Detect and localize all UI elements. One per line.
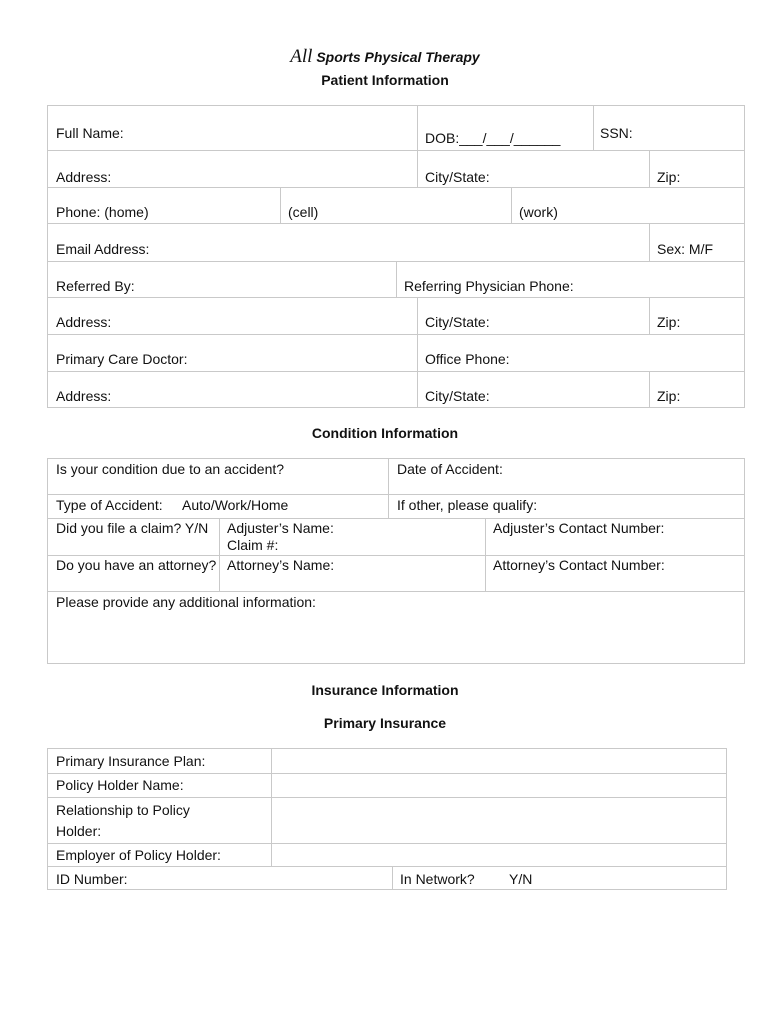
row-divider <box>47 773 727 774</box>
col-divider <box>649 223 650 261</box>
sex-label: Sex: M/F <box>657 241 714 257</box>
form-title <box>0 46 770 68</box>
row-divider <box>47 297 745 298</box>
ref-city-state-label: City/State: <box>425 314 490 330</box>
phone-cell-label: (cell) <box>288 204 319 220</box>
col-divider <box>417 297 418 334</box>
pcp-city-state-label: City/State: <box>425 388 490 404</box>
row-divider <box>47 494 745 495</box>
dob-label: DOB:___/___/______ <box>425 130 561 146</box>
row-divider <box>47 866 727 867</box>
col-divider <box>392 866 393 890</box>
col-divider <box>280 187 281 223</box>
col-divider <box>417 150 418 187</box>
col-divider <box>417 371 418 408</box>
pcp-zip-label: Zip: <box>657 388 681 404</box>
relationship-label-line1: Relationship to Policy <box>56 802 190 818</box>
title-rest: Sports Physical Therapy <box>316 49 480 65</box>
claim-question: Did you file a claim? Y/N <box>56 520 209 536</box>
row-divider <box>47 334 745 335</box>
ref-zip-label: Zip: <box>657 314 681 330</box>
in-network-yn: Y/N <box>509 871 533 887</box>
additional-info-label: Please provide any additional information: <box>56 594 316 610</box>
row-divider <box>47 797 727 798</box>
referred-by-label: Referred By: <box>56 278 135 294</box>
ref-address-label: Address: <box>56 314 112 330</box>
insurance-plan-label: Primary Insurance Plan: <box>56 753 206 769</box>
referring-phone-label: Referring Physician Phone: <box>404 278 574 294</box>
date-of-accident-label: Date of Accident: <box>397 461 503 477</box>
attorney-name-label: Attorney’s Name: <box>227 557 335 573</box>
col-divider <box>271 748 272 866</box>
col-divider <box>649 371 650 408</box>
email-label: Email Address: <box>56 241 150 257</box>
condition-info-heading: Condition Information <box>311 425 459 441</box>
col-divider <box>417 334 418 371</box>
row-divider <box>47 843 727 844</box>
if-other-label: If other, please qualify: <box>397 497 538 513</box>
claim-number-label: Claim #: <box>227 537 279 553</box>
address-label: Address: <box>56 169 112 185</box>
attorney-question: Do you have an attorney? <box>56 557 217 573</box>
attorney-contact-label: Attorney’s Contact Number: <box>493 557 665 573</box>
row-divider <box>47 555 745 556</box>
in-network-label: In Network? <box>400 871 475 887</box>
accident-question: Is your condition due to an accident? <box>56 461 285 477</box>
col-divider <box>511 187 512 223</box>
id-number-label: ID Number: <box>56 871 128 887</box>
employer-label: Employer of Policy Holder: <box>56 847 221 863</box>
adjuster-contact-label: Adjuster’s Contact Number: <box>493 520 665 536</box>
ssn-label: SSN: <box>600 125 633 141</box>
relationship-label-line2: Holder: <box>56 823 102 839</box>
phone-work-label: (work) <box>519 204 558 220</box>
type-of-accident-label: Type of Accident: <box>56 497 163 513</box>
adjuster-name-label: Adjuster’s Name: <box>227 520 334 536</box>
col-divider <box>417 105 418 150</box>
title-all: All <box>290 46 313 67</box>
row-divider <box>47 518 745 519</box>
row-divider <box>47 223 745 224</box>
phone-home-label: Phone: (home) <box>56 204 149 220</box>
patient-info-heading: Patient Information <box>321 72 449 88</box>
primary-insurance-heading: Primary Insurance <box>323 715 447 731</box>
row-divider <box>47 187 745 188</box>
zip-label: Zip: <box>657 169 681 185</box>
pcp-label: Primary Care Doctor: <box>56 351 188 367</box>
full-name-label: Full Name: <box>56 125 124 141</box>
pcp-address-label: Address: <box>56 388 112 404</box>
accident-options: Auto/Work/Home <box>182 497 289 513</box>
col-divider <box>388 458 389 518</box>
col-divider <box>649 150 650 187</box>
city-state-label: City/State: <box>425 169 490 185</box>
office-phone-label: Office Phone: <box>425 351 510 367</box>
col-divider <box>485 518 486 591</box>
col-divider <box>593 105 594 150</box>
col-divider <box>649 297 650 334</box>
policy-holder-name-label: Policy Holder Name: <box>56 777 184 793</box>
row-divider <box>47 591 745 592</box>
insurance-info-heading: Insurance Information <box>311 682 459 698</box>
col-divider <box>396 261 397 297</box>
row-divider <box>47 371 745 372</box>
row-divider <box>47 150 745 151</box>
col-divider <box>219 518 220 591</box>
